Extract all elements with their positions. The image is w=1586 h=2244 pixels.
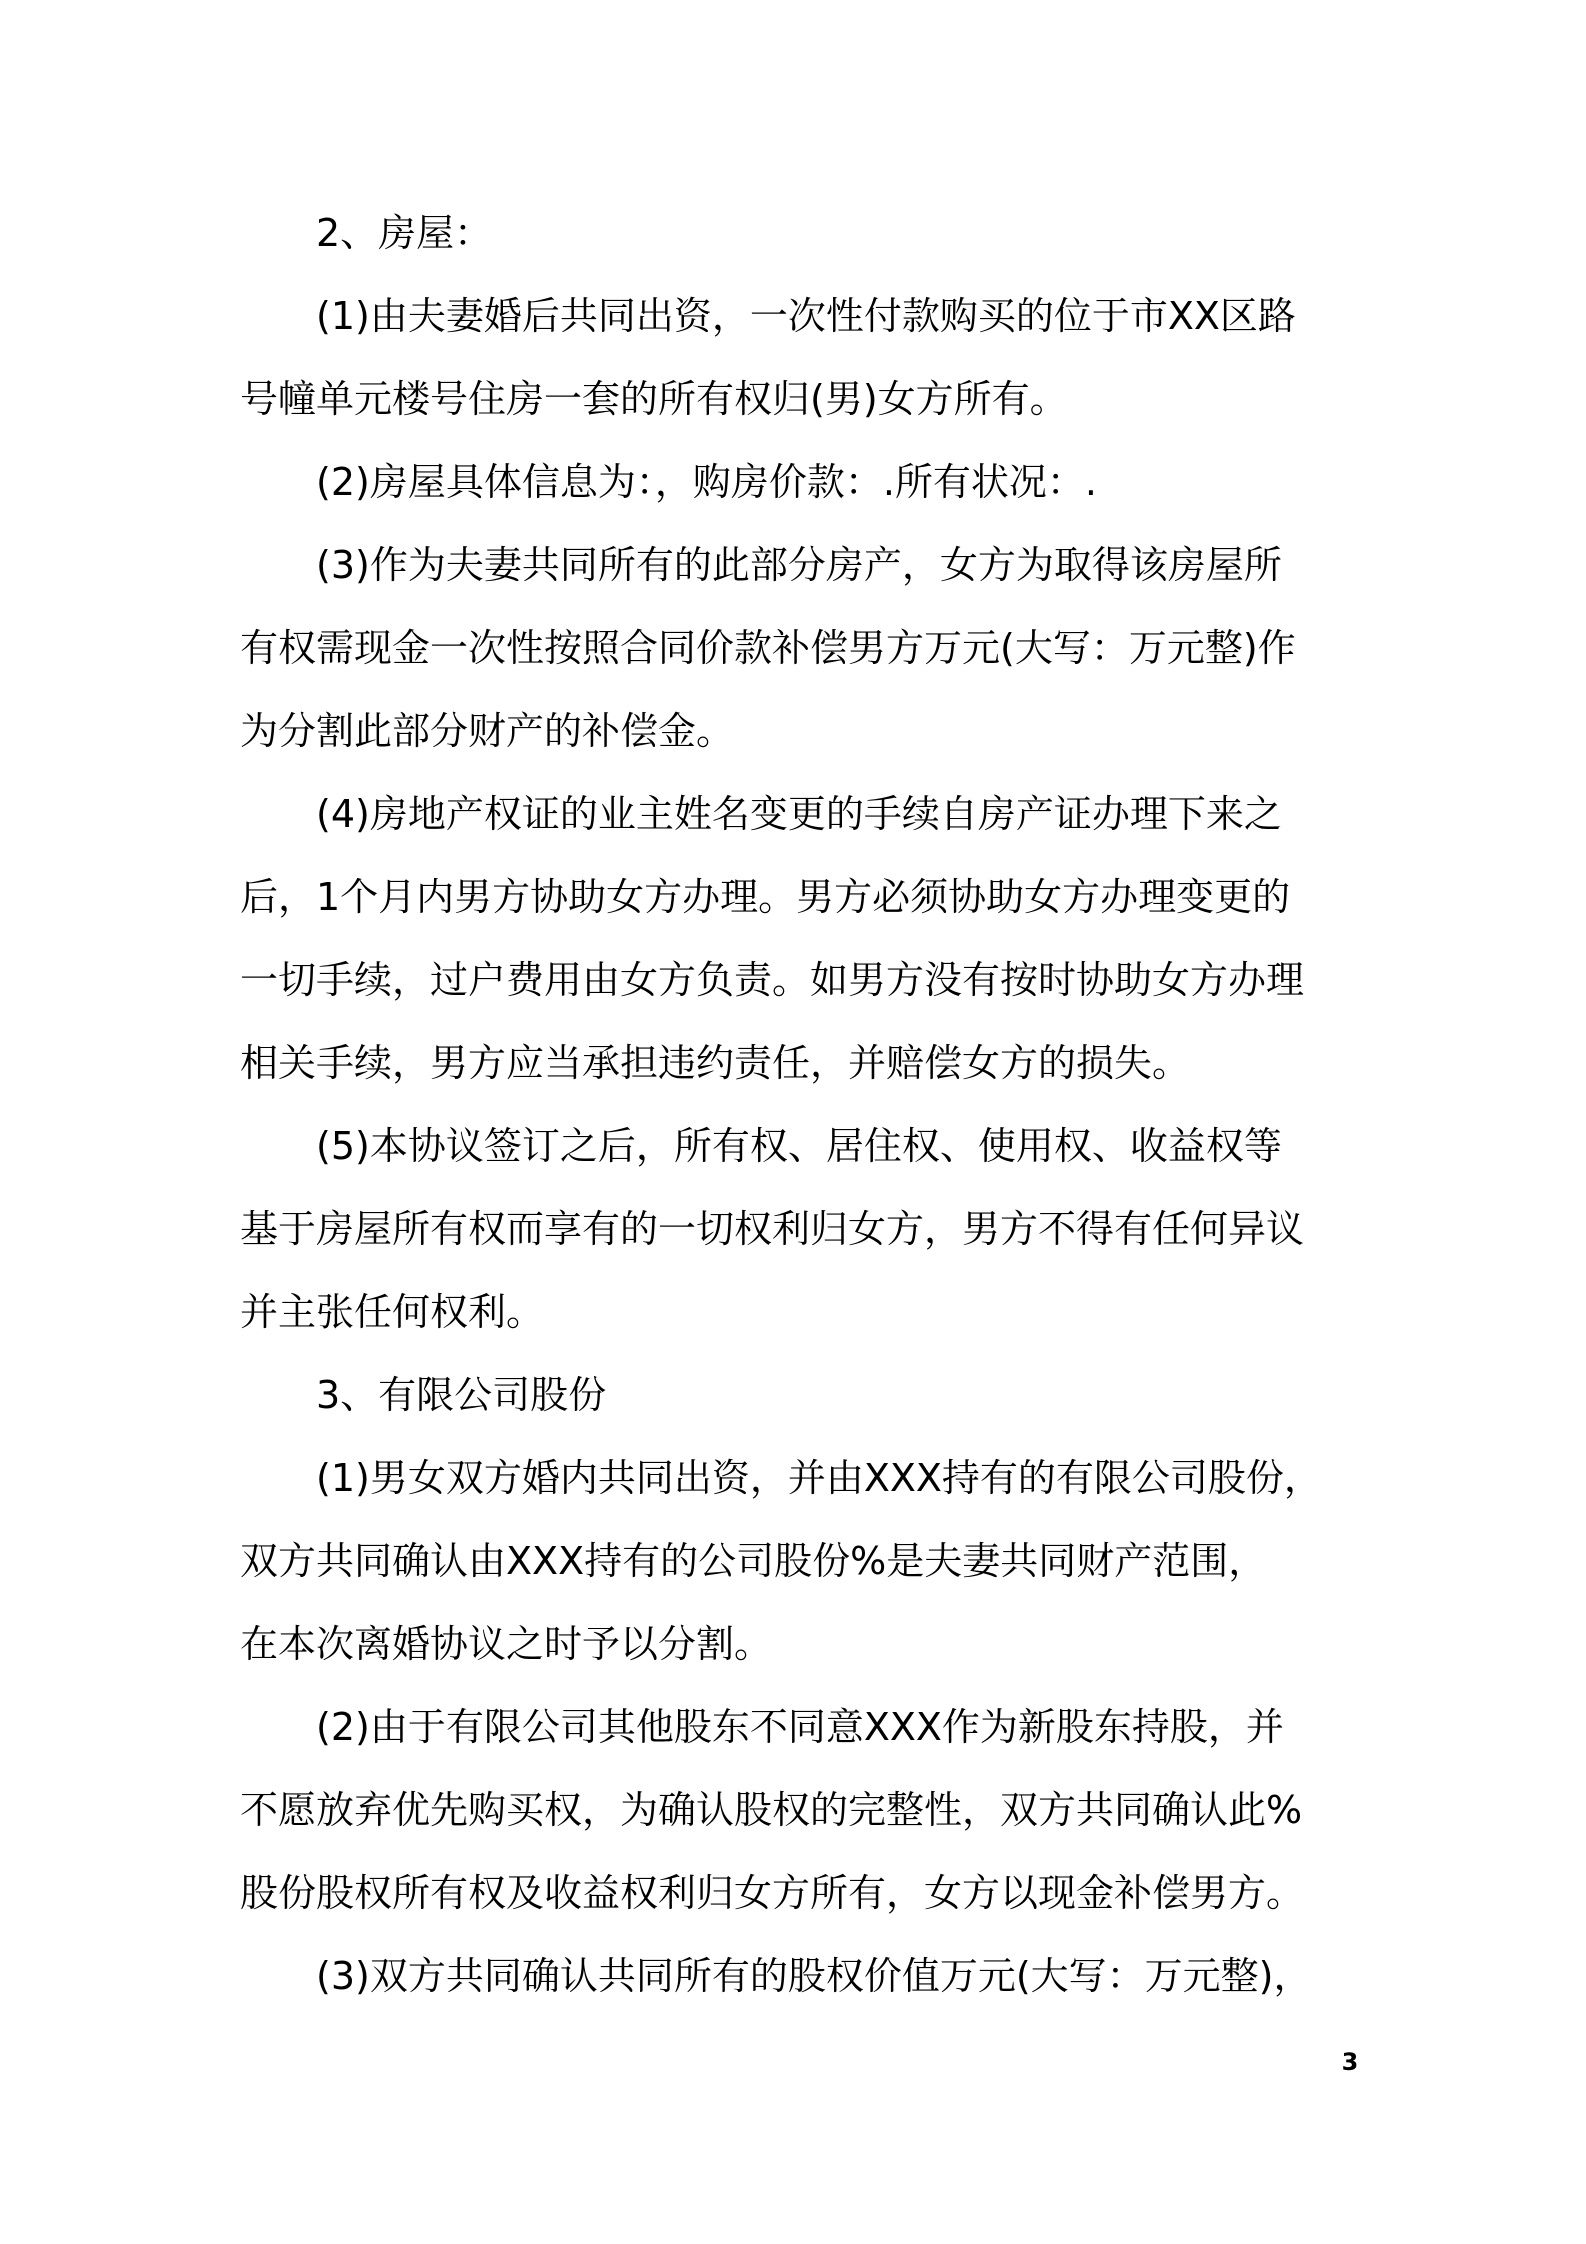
paragraph-housing-3: (3)作为夫妻共同所有的此部分房产，女方为取得该房屋所 有权需现金一次性按照合同价款补偿男方万元(大写：万元整)作 为分割此部分财产的补偿金。	[240, 543, 1296, 753]
paragraph-shares-3: (3)双方共同确认共同所有的股权价值万元(大写：万元整)，	[316, 1954, 1312, 1998]
paragraph-housing-heading: 2、房屋：	[316, 211, 493, 255]
paragraph-housing-2: (2)房屋具体信息为：，购房价款：.所有状况：.	[316, 460, 1097, 504]
paragraph-shares-2: (2)由于有限公司其他股东不同意XXX作为新股东持股，并 不愿放弃优先购买权，为确认股权的完整性，双方共同确认此% 股份股权所有权及收益权利归女方所有，女方以现金补偿男方。	[240, 1705, 1305, 1915]
paragraph-housing-5: (5)本协议签订之后，所有权、居住权、使用权、收益权等 基于房屋所有权而享有的一切权利归女方，男方不得有任何异议 并主张任何权利。	[240, 1124, 1305, 1334]
paragraph-housing-4: (4)房地产权证的业主姓名变更的手续自房产证办理下来之 后，1个月内男方协助女方办理。男方必须协助女方办理变更的 一切手续，过户费用由女方负责。如男方没有按时协助女方办理 相关手续，男方应当承担违约责任，并赔偿女方的损失。	[240, 792, 1305, 1085]
paragraph-housing-1: (1)由夫妻婚后共同出资，一次性付款购买的位于市XX区路 号幢单元楼号住房一套的所有权归(男)女方所有。	[240, 294, 1296, 421]
document-body	[240, 192, 1358, 2018]
paragraph-shares-1: (1)男女双方婚内共同出资，并由XXX持有的有限公司股份， 双方共同确认由XXX持有的公司股份%是夫妻共同财产范围， 在本次离婚协议之时予以分割。	[240, 1456, 1322, 1666]
page-number: 3	[1341, 2048, 1359, 2076]
paragraph-shares-heading: 3、有限公司股份	[316, 1373, 607, 1417]
